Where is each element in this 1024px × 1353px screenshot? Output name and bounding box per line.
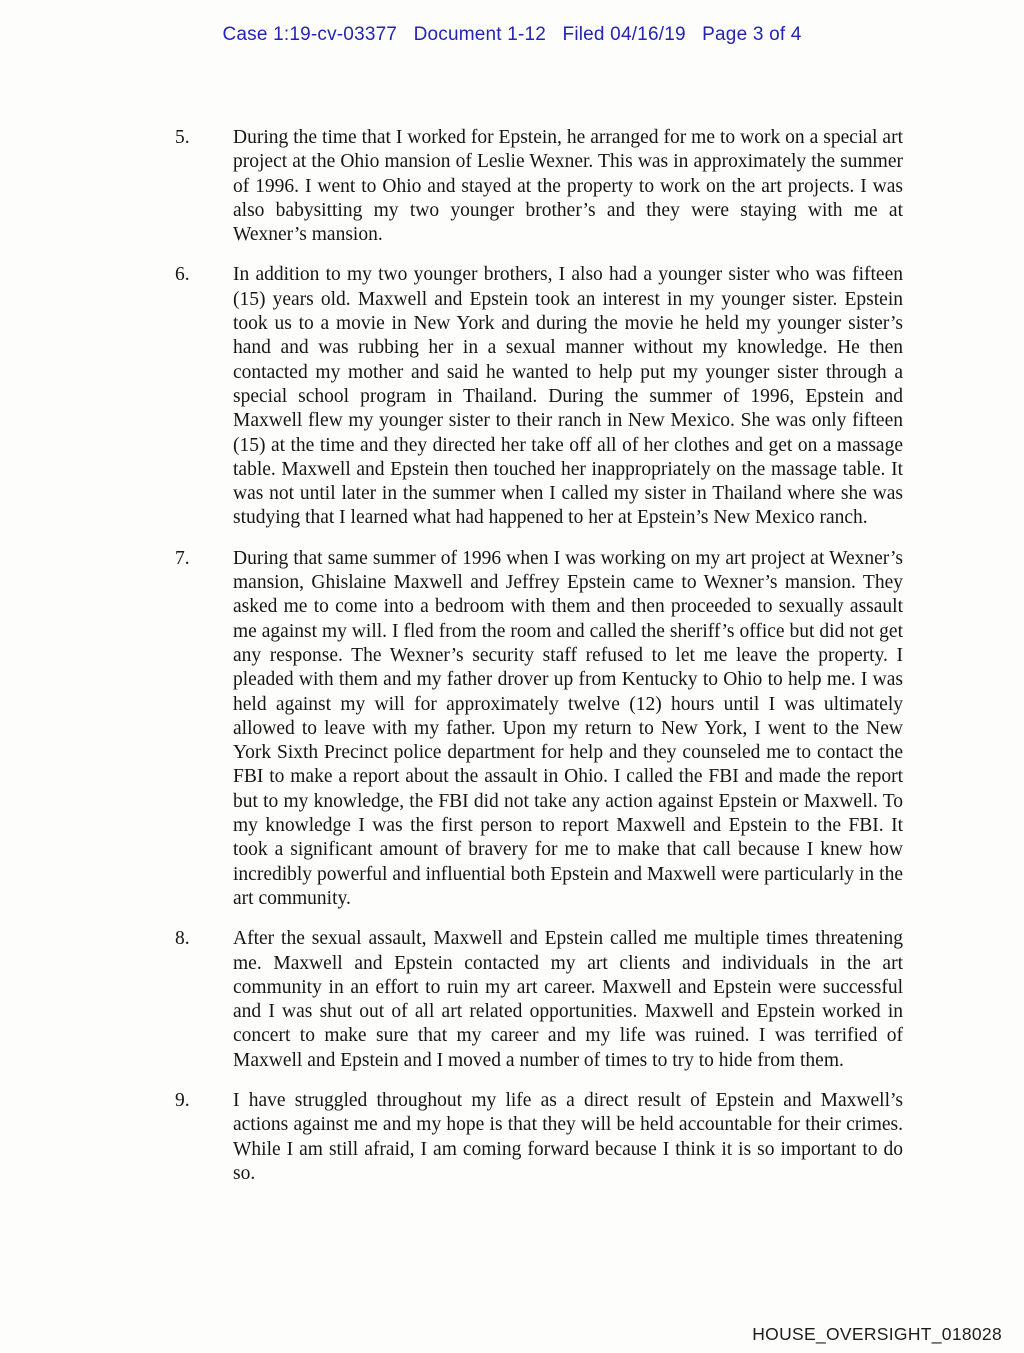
affidavit-body — [175, 126, 903, 1202]
paragraph-number: 6. — [175, 264, 190, 286]
paragraph — [175, 126, 903, 247]
paragraph — [175, 1089, 903, 1186]
paragraph-text: During that same summer of 1996 when I was working on my art project at Wexner’s mansion, Ghislaine Maxwell and Jeffrey Epstein came to Wexner’s mansion. They asked me to come into a bedroom with them and then proceeded to sexually assault me against my will. I fled from the room and called the sheriff’s office but did not get any response. The Wexner’s security staff refused to let me leave the property. I pleaded with them and my father drover up from Kentucky to Ohio to help me. I was held against my will for approximately twelve (12) hours until I was ultimately allowed to leave with my father. Upon my return to New York, I went to the New York Sixth Precinct police department for help and they counseled me to contact the FBI to make a report about the assault in Ohio. I called the FBI and made the report but to my knowledge, the FBI did not take any action against Epstein or Maxwell. To my knowledge I was the first person to report Maxwell and Epstein to the FBI. It took a significant amount of bravery for me to make that call because I knew how incredibly powerful and influential both Epstein and Maxwell were particularly in the art community. — [233, 547, 903, 909]
case-caption-header: Case 1:19-cv-03377 Document 1-12 Filed 04/16/19 Page 3 of 4 — [222, 24, 802, 45]
paragraph-text: I have struggled throughout my life as a direct result of Epstein and Maxwell’s actions against me and my hope is that they will be held accountable for their crimes. While I am still afraid, I am coming forward because I think it is so important to do so. — [233, 1089, 903, 1184]
paragraph — [175, 263, 903, 530]
paragraph-number: 5. — [175, 127, 190, 148]
paragraph — [175, 927, 903, 1073]
paragraph-text: During the time that I worked for Epstein, he arranged for me to work on a special art project at the Ohio mansion of Leslie Wexner. This was in approximately the summer of 1996. I went to Ohio and stayed at the property to work on the art projects. I was also babysitting my two younger brother’s and they were staying with me at Wexner’s mansion. — [233, 127, 903, 246]
paragraph-number: 7. — [175, 547, 190, 569]
paragraph-number: 8. — [175, 928, 190, 950]
paragraph-text: After the sexual assault, Maxwell and Epstein called me multiple times threatening me. Maxwell and Epstein contacted my art clients and individuals in the art community in an effort to ruin my art career. Maxwell and Epstein were successful and I was shut out of all art related opportunities. Maxwell and Epstein worked in concert to make sure that my career and my life was ruined. I was terrified of Maxwell and Epstein and I moved a number of times to try to hide from them. — [233, 928, 903, 1071]
paragraph — [175, 547, 903, 911]
paragraph-text: In addition to my two younger brothers, I also had a younger sister who was fifteen (15) years old. Maxwell and Epstein took an interest in my younger sister. Epstein took us to a movie in New York and during the movie he held my younger sister’s hand and was rubbing her in a sexual manner without my knowledge. He then contacted my mother and said he wanted to help put my younger sister through a special school program in Thailand. During the summer of 1996, Epstein and Maxwell flew my younger sister to their ranch in New Mexico. She was only fifteen (15) at the time and they directed her take off all of her clothes and get on a massage table. Maxwell and Epstein then touched her inappropriately on the massage table. It was not until later in the summer when I called my sister in Thailand where she was studying that I learned what had happened to her at Epstein’s New Mexico ranch. — [233, 264, 903, 529]
bates-number: HOUSE_OVERSIGHT_018028 — [752, 1324, 1002, 1344]
paragraph-number: 9. — [175, 1089, 190, 1111]
